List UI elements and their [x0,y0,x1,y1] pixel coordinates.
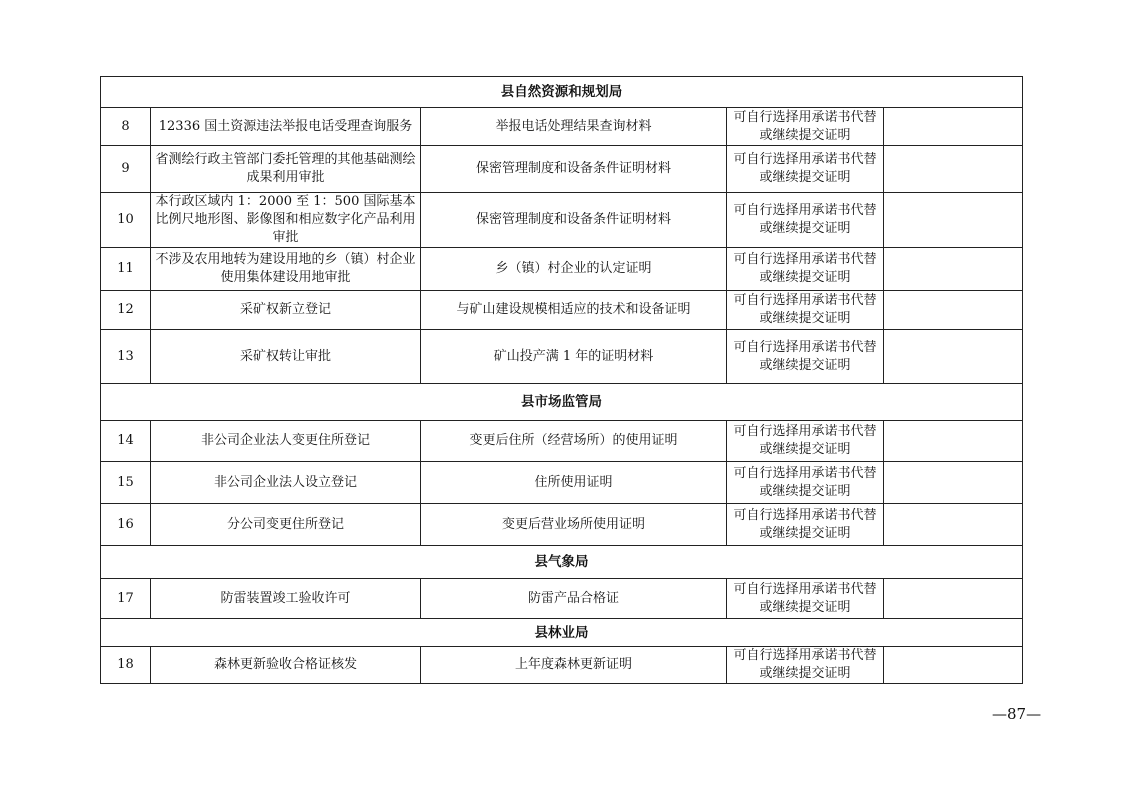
table-row [101,462,1023,504]
section-title: 县市场监管局 [101,384,1023,421]
row-number: 9 [101,146,151,193]
section-title: 县林业局 [101,619,1023,647]
material-name: 矿山投产满 1 年的证明材料 [421,330,727,384]
note-cell [884,193,1023,248]
handling-method: 可自行选择用承诺书代替或继续提交证明 [727,291,884,330]
handling-method: 可自行选择用承诺书代替或继续提交证明 [727,108,884,146]
note-cell [884,146,1023,193]
note-cell [884,504,1023,546]
note-cell [884,462,1023,504]
handling-method: 可自行选择用承诺书代替或继续提交证明 [727,462,884,504]
row-number: 13 [101,330,151,384]
item-name: 非公司企业法人变更住所登记 [151,421,421,462]
note-cell [884,579,1023,619]
item-name: 省测绘行政主管部门委托管理的其他基础测绘成果利用审批 [151,146,421,193]
material-name: 变更后住所（经营场所）的使用证明 [421,421,727,462]
material-name: 与矿山建设规模相适应的技术和设备证明 [421,291,727,330]
item-name: 不涉及农用地转为建设用地的乡（镇）村企业使用集体建设用地审批 [151,248,421,291]
table-row [101,108,1023,146]
row-number: 12 [101,291,151,330]
table-row [101,579,1023,619]
note-cell [884,330,1023,384]
material-name: 上年度森林更新证明 [421,647,727,684]
material-name: 乡（镇）村企业的认定证明 [421,248,727,291]
item-name: 采矿权转让审批 [151,330,421,384]
material-name: 举报电话处理结果查询材料 [421,108,727,146]
row-number: 18 [101,647,151,684]
table-row [101,421,1023,462]
row-number: 16 [101,504,151,546]
table-row [101,193,1023,248]
item-name: 分公司变更住所登记 [151,504,421,546]
material-name: 保密管理制度和设备条件证明材料 [421,146,727,193]
item-name: 防雷装置竣工验收许可 [151,579,421,619]
material-name: 变更后营业场所使用证明 [421,504,727,546]
page-number: —87— [992,705,1042,723]
table-row [101,146,1023,193]
table-row [101,291,1023,330]
note-cell [884,421,1023,462]
section-header-row [101,77,1023,108]
handling-method: 可自行选择用承诺书代替或继续提交证明 [727,579,884,619]
note-cell [884,291,1023,330]
handling-method: 可自行选择用承诺书代替或继续提交证明 [727,146,884,193]
note-cell [884,108,1023,146]
section-title: 县自然资源和规划局 [101,77,1023,108]
handling-method: 可自行选择用承诺书代替或继续提交证明 [727,248,884,291]
item-name: 采矿权新立登记 [151,291,421,330]
section-header-row [101,619,1023,647]
handling-method: 可自行选择用承诺书代替或继续提交证明 [727,193,884,248]
certificate-list-table [100,76,1023,684]
handling-method: 可自行选择用承诺书代替或继续提交证明 [727,421,884,462]
table-row [101,248,1023,291]
table-row [101,330,1023,384]
item-name: 非公司企业法人设立登记 [151,462,421,504]
table-row [101,647,1023,684]
section-header-row [101,546,1023,579]
row-number: 10 [101,193,151,248]
item-name: 森林更新验收合格证核发 [151,647,421,684]
note-cell [884,647,1023,684]
section-title: 县气象局 [101,546,1023,579]
handling-method: 可自行选择用承诺书代替或继续提交证明 [727,647,884,684]
item-name: 12336 国土资源违法举报电话受理查询服务 [151,108,421,146]
row-number: 17 [101,579,151,619]
row-number: 8 [101,108,151,146]
handling-method: 可自行选择用承诺书代替或继续提交证明 [727,504,884,546]
note-cell [884,248,1023,291]
row-number: 14 [101,421,151,462]
material-name: 住所使用证明 [421,462,727,504]
section-header-row [101,384,1023,421]
item-name: 本行政区域内 1：2000 至 1：500 国际基本比例尺地形图、影像图和相应数字化产品利用审批 [151,193,421,248]
row-number: 11 [101,248,151,291]
table-row [101,504,1023,546]
row-number: 15 [101,462,151,504]
material-name: 防雷产品合格证 [421,579,727,619]
material-name: 保密管理制度和设备条件证明材料 [421,193,727,248]
handling-method: 可自行选择用承诺书代替或继续提交证明 [727,330,884,384]
